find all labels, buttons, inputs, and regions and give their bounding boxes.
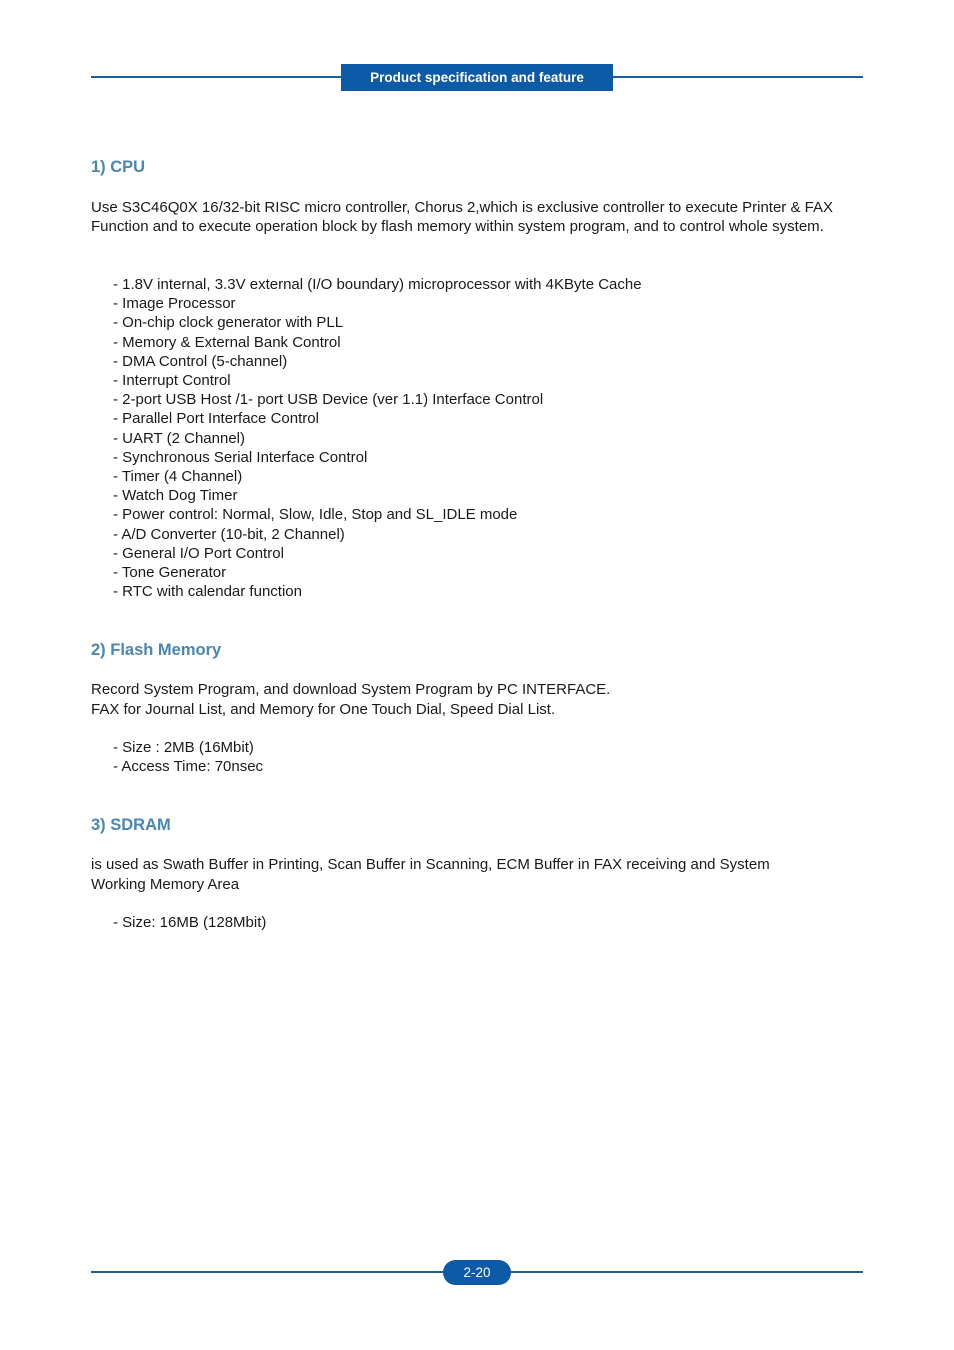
flash-spec-list [113,738,263,776]
list-item: - Access Time: 70nsec [113,758,264,776]
list-item: - Interrupt Control [113,372,231,390]
list-item: - A/D Converter (10-bit, 2 Channel) [113,525,345,543]
list-item: - Synchronous Serial Interface Control [113,448,368,466]
header-tab: Product specification and feature [341,64,613,91]
list-item: - Memory & External Bank Control [113,333,341,351]
list-item: - 2-port USB Host /1- port USB Device (ver 1.1) Interface Control [113,391,544,409]
list-item: - Parallel Port Interface Control [113,410,319,428]
list-item: - Watch Dog Timer [113,487,238,505]
sdram-description-line-1: is used as Swath Buffer in Printing, Scan Buffer in Scanning, ECM Buffer in FAX receiving and System [91,856,770,873]
list-item: - Tone Generator [113,564,227,582]
list-item: - Power control: Normal, Slow, Idle, Stop and SL_IDLE mode [113,506,518,524]
flash-description-line-1: Record System Program, and download System Program by PC INTERFACE. [91,681,611,698]
cpu-description: Use S3C46Q0X 16/32-bit RISC micro controller, Chorus 2,which is exclusive controller to execute Printer & FAX Function and to execute operation block by flash memory within system program, and to control whole system. [91,199,833,236]
list-item: - DMA Control (5-channel) [113,352,288,370]
sdram-spec-list [113,913,266,932]
list-item: - Image Processor [113,295,236,313]
list-item: - RTC with calendar function [113,583,302,601]
flash-description-line-2: FAX for Journal List, and Memory for One Touch Dial, Speed Dial List. [91,701,556,718]
section-title-cpu: 1) CPU [91,158,146,176]
list-item: - On-chip clock generator with PLL [113,314,344,332]
section-title-sdram: 3) SDRAM [91,816,171,834]
page-number-badge: 2-20 [443,1260,511,1285]
list-item: - Size : 2MB (16Mbit) [113,739,254,756]
cpu-feature-list [113,275,642,601]
list-item: - General I/O Port Control [113,544,284,562]
section-title-flash-memory: 2) Flash Memory [91,641,222,659]
list-item: - UART (2 Channel) [113,429,245,447]
list-item: - Timer (4 Channel) [113,468,243,486]
sdram-description-line-2: Working Memory Area [91,876,240,893]
list-item: - Size: 16MB (128Mbit) [113,914,267,931]
list-item: - 1.8V internal, 3.3V external (I/O boundary) microprocessor with 4KByte Cache [113,276,642,293]
